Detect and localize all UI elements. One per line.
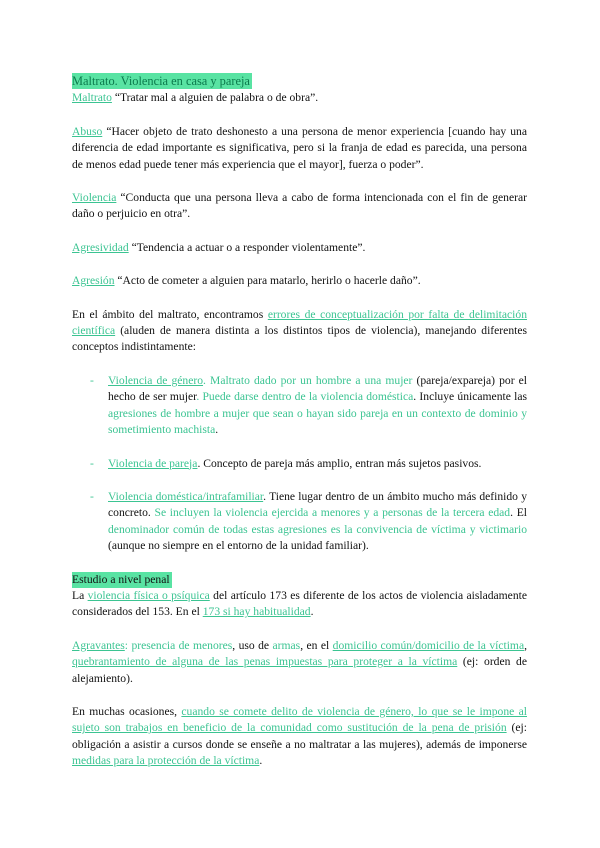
definition-maltrato-text: “Tratar mal a alguien de palabra o de obra”. xyxy=(111,91,319,105)
b3-plain2: . El xyxy=(510,506,527,520)
b1-accent3: agresiones de hombre a mujer que sean o hayan sido pareja en un contexto de dominio y sometimiento machista xyxy=(108,406,527,437)
term-agresion: Agresión xyxy=(72,274,115,288)
list-item-violencia-pareja xyxy=(72,456,527,472)
bullet-dash: - xyxy=(90,489,94,503)
page-title-line xyxy=(72,73,527,90)
definition-agresion xyxy=(72,273,527,289)
definition-violencia xyxy=(72,190,527,223)
definition-agresion-text: “Acto de cometer a alguien para matarlo, herirlo o hacerle daño”. xyxy=(114,274,421,288)
penal-p2-accent1: : presencia de menores xyxy=(124,638,233,652)
document-content xyxy=(72,73,527,770)
section-heading-penal: Estudio a nivel penal xyxy=(72,572,172,588)
term-violencia: Violencia xyxy=(72,191,117,205)
b3-plain1: . Tiene lugar dentro de un ámbito mucho más definido y concreto. xyxy=(108,489,528,520)
penal-paragraph-3 xyxy=(72,704,527,770)
penal-p2-link2[interactable]: domicilio común/domicilio de la víctima xyxy=(332,638,525,652)
term-violencia-domestica: Violencia doméstica/intrafamiliar xyxy=(108,489,264,503)
b1-plain3: . xyxy=(215,423,219,437)
bullet-dash: - xyxy=(90,373,94,387)
penal-paragraph-1 xyxy=(72,588,527,621)
penal-p1-mid: del artículo 173 es diferente de los actos de violencia aisladamente considerados del 153. En el xyxy=(72,588,527,619)
definition-agresividad-text: “Tendencia a actuar o a responder violentamente”. xyxy=(128,240,366,254)
ambito-link[interactable]: errores de conceptualización por falta de delimitación científica xyxy=(72,307,527,338)
penal-p2-accent2: armas xyxy=(272,638,301,652)
b3-plain3: (aunque no siempre en el entorno de la unidad familiar). xyxy=(108,539,369,553)
penal-p2-plain1: , uso de xyxy=(232,638,273,652)
penal-p1-link2[interactable]: 173 si hay habitualidad xyxy=(202,605,311,619)
term-abuso: Abuso xyxy=(72,124,103,138)
definition-maltrato xyxy=(72,90,527,106)
term-violencia-pareja: Violencia de pareja xyxy=(108,456,198,470)
bullet-dash: - xyxy=(90,456,94,470)
page-title: Maltrato. Violencia en casa y pareja xyxy=(72,74,250,88)
term-agresividad: Agresividad xyxy=(72,240,129,254)
penal-p3-pre: En muchas ocasiones, xyxy=(72,704,182,718)
penal-p2-plain4: (ej: orden de alejamiento). xyxy=(72,655,527,685)
penal-heading-line xyxy=(72,572,527,588)
penal-p3-mid: (ej: obligación a asistir a cursos donde se enseñe a no maltratar a las mujeres), además de imponerse xyxy=(72,721,527,751)
b1-plain1: (pareja/expareja) por el hecho de ser mujer xyxy=(108,373,528,404)
definition-abuso xyxy=(72,124,527,173)
penal-p2-plain2: , en el xyxy=(300,638,333,652)
penal-p3-link1[interactable]: cuando se comete delito de violencia de género, lo que se le impone al sujeto son trabajos en beneficio de la comunidad como sustitución de la pena de prisión xyxy=(72,704,527,735)
definition-agresividad xyxy=(72,240,527,256)
definition-abuso-text: “Hacer objeto de trato deshonesto a una persona de menor experiencia [cuando hay una diferencia de edad importante es significativa, pero si la franja de edad es parecida, una persona de menos edad puede tener más experiencia que el mayor], fuerza o poder”. xyxy=(72,124,527,171)
penal-p2-link1[interactable]: Agravantes xyxy=(72,638,125,652)
b1-accent2: . Puede darse dentro de la violencia doméstica xyxy=(196,390,414,404)
penal-p3-link2[interactable]: medidas para la protección de la víctima xyxy=(72,754,260,768)
term-maltrato: Maltrato xyxy=(72,91,112,105)
b1-plain2: . Incluye únicamente las xyxy=(413,390,527,404)
penal-p2-link3[interactable]: quebrantamiento de alguna de las penas impuestas para proteger a la víctima xyxy=(72,655,458,669)
penal-paragraph-2 xyxy=(72,638,527,687)
penal-p1-pre: La xyxy=(72,588,88,602)
term-violencia-genero: Violencia de género xyxy=(108,373,204,387)
b2-text: . Concepto de pareja más amplio, entran más sujetos pasivos. xyxy=(197,456,482,470)
b3-accent2: denominador común de todas estas agresiones es la convivencia de víctima y victimario xyxy=(108,522,527,536)
definition-violencia-text: “Conducta que una persona lleva a cabo de forma intencionada con el fin de generar daño o perjuicio en otra”. xyxy=(72,191,527,221)
penal-p1-link1[interactable]: violencia física o psíquica xyxy=(87,588,210,602)
penal-p3-post: . xyxy=(259,754,263,768)
b3-accent1: Se incluyen la violencia ejercida a menores y a personas de la tercera edad xyxy=(154,506,511,520)
penal-p1-post: . xyxy=(310,605,314,619)
ambito-before: En el ámbito del maltrato, encontramos xyxy=(72,307,268,321)
violence-types-list xyxy=(72,373,527,555)
b1-accent1: . Maltrato dado por un hombre a una mujer xyxy=(203,373,413,387)
ambito-after: (aluden de manera distinta a los distintos tipos de violencia), manejando diferentes conceptos indistintamente: xyxy=(72,324,527,354)
ambito-paragraph xyxy=(72,307,527,356)
penal-p2-plain3: , xyxy=(524,638,528,652)
list-item-violencia-domestica xyxy=(72,489,527,555)
list-item-violencia-genero xyxy=(72,373,527,439)
